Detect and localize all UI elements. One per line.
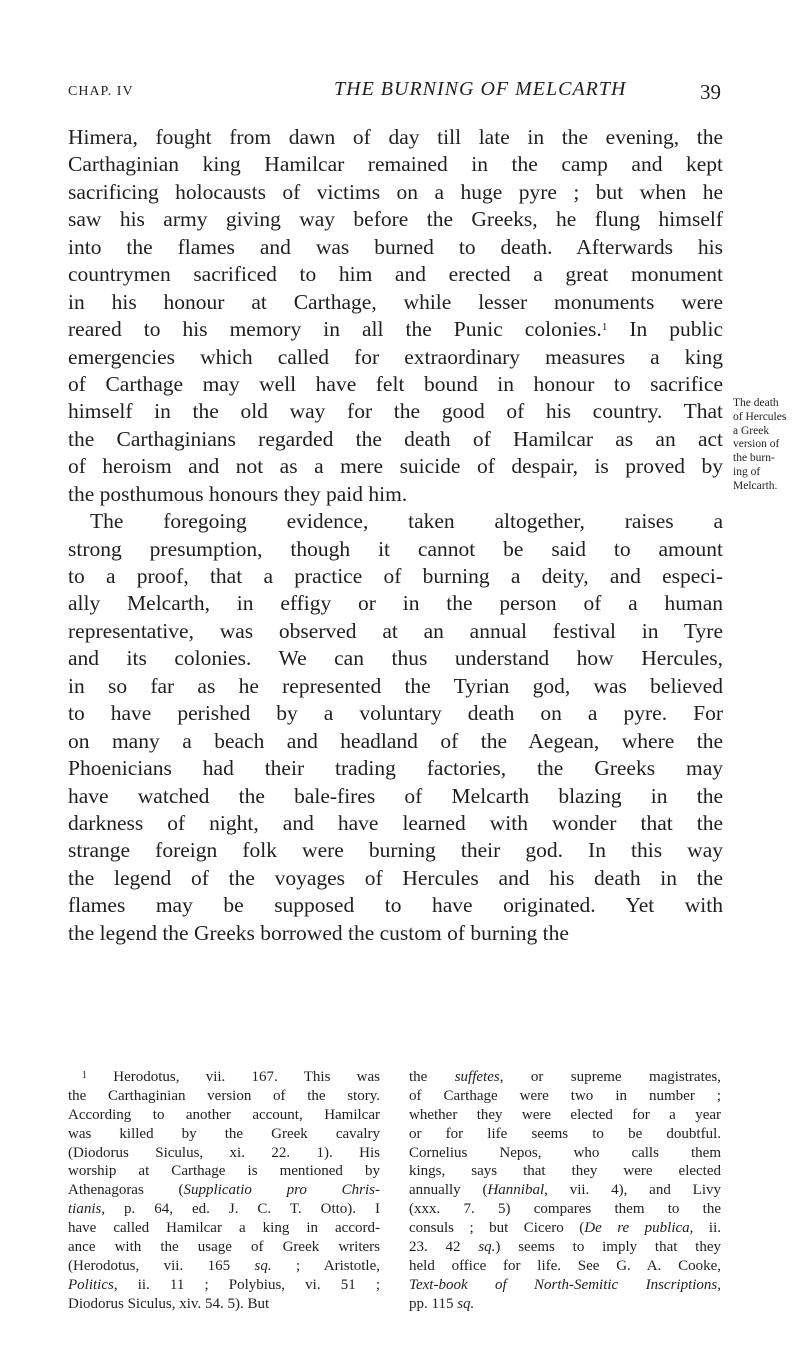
footnote-fragment: , vii. 4), and Livy: [544, 1182, 721, 1199]
text-line: countrymen sacrificed to him and erected a great monument: [68, 262, 723, 287]
footnote-fragment: pp. 115: [409, 1295, 458, 1312]
text-line: darkness of night, and have learned with wonder that the: [68, 810, 723, 835]
margin-note-line: of Hercules: [733, 410, 787, 423]
footnote-line: [409, 1219, 721, 1238]
footnote-fragment: ) seems to imply that they: [495, 1239, 722, 1256]
footnote-fragment: , ii.: [689, 1220, 721, 1237]
text-fragment: reared to his memory in all the Punic colonies.: [68, 317, 602, 342]
footnote-line: (xxx. 7. 5) compares them to the: [409, 1201, 721, 1218]
footnote-fragment: , or supreme magistrates,: [499, 1069, 722, 1085]
footnote-fragment: 23. 42: [409, 1239, 479, 1256]
text-line: the legend the Greeks borrowed the custom of burning the: [68, 920, 569, 945]
footnote-fragment: Herodotus, vii. 167. This was: [87, 1069, 380, 1085]
footnote-line: [68, 1181, 380, 1200]
footnote-line: Diodorus Siculus, xiv. 54. 5). But: [68, 1295, 270, 1312]
footnote-italic: Text-book of North-Semitic Inscriptions: [409, 1276, 718, 1293]
text-line: strange foreign folk were burning their god. In this way: [68, 838, 723, 863]
text-line: on many a beach and headland of the Aegean, where the: [68, 728, 723, 753]
footnote-line: was killed by the Greek cavalry: [68, 1125, 380, 1142]
footnote-fragment: , p. 64, ed. J. C. T. Otto). I: [101, 1201, 380, 1218]
footnote-fragment: ; Aristotle,: [271, 1257, 380, 1274]
text-line: to have perished by a voluntary death on a pyre. For: [68, 701, 723, 726]
footnote-column-right: [409, 1068, 721, 1314]
footnote-fragment: the: [409, 1069, 455, 1085]
text-line: Phoenicians had their trading factories, the Greeks may: [68, 756, 723, 781]
footnote-line: Cornelius Nepos, who calls them: [409, 1144, 721, 1161]
footnote-line: ance with the usage of Greek writers: [68, 1239, 380, 1256]
text-line: have watched the bale-fires of Melcarth blazing in the: [68, 783, 723, 808]
text-line: [68, 316, 723, 343]
text-line: emergencies which called for extraordinary measures a king: [68, 344, 723, 369]
footnote-line: [68, 1276, 380, 1295]
text-line: into the flames and was burned to death. Afterwards his: [68, 234, 723, 259]
running-head: [68, 78, 721, 108]
footnote-line: the Carthaginian version of the story.: [68, 1087, 380, 1104]
footnote-italic: Politics: [68, 1276, 114, 1293]
text-line: of Carthage may well have felt bound in honour to sacrifice: [68, 371, 723, 396]
footnote-fragment: ,: [717, 1276, 721, 1293]
footnote-fragment: (Herodotus, vii. 165: [68, 1257, 255, 1274]
footnote-line: [409, 1068, 721, 1087]
running-title: THE BURNING OF MELCARTH: [334, 78, 627, 100]
footnote-line: [68, 1257, 380, 1276]
footnote-line: or for life seems to be doubtful.: [409, 1125, 721, 1142]
text-line: flames may be supposed to have originated. Yet with: [68, 893, 723, 918]
text-line: sacrificing holocausts of victims on a huge pyre ; but when he: [68, 179, 723, 204]
footnote-line: [409, 1295, 721, 1314]
text-line: The foregoing evidence, taken altogether, raises a: [90, 509, 723, 534]
text-line: and its colonies. We can thus understand how Hercules,: [68, 646, 723, 671]
margin-note-line: The death: [733, 397, 779, 409]
main-text: [68, 124, 723, 947]
text-line: Carthaginian king Hamilcar remained in the camp and kept: [68, 152, 723, 177]
margin-note-line: a Greek: [733, 424, 770, 437]
footnote-column-left: [68, 1068, 380, 1314]
text-line: saw his army giving way before the Greeks, he flung himself: [68, 207, 723, 232]
footnote-line: worship at Carthage is mentioned by: [68, 1163, 380, 1180]
footnote-line: of Carthage were two in number ;: [409, 1087, 721, 1104]
text-line: in his honour at Carthage, while lesser monuments were: [68, 289, 723, 314]
text-line: the legend of the voyages of Hercules and his death in the: [68, 865, 723, 890]
footnote-line: [68, 1068, 380, 1087]
footnote-line: According to another account, Hamilcar: [68, 1106, 380, 1123]
footnote-line: kings, says that they were elected: [409, 1163, 721, 1180]
margin-note-line: Melcarth.: [733, 479, 778, 492]
text-line: representative, was observed at an annual festival in Tyre: [68, 618, 723, 643]
text-line: of heroism and not as a mere suicide of despair, is proved by: [68, 454, 723, 479]
footnote-fragment: annually (: [409, 1182, 488, 1199]
footnote-italic: suffetes: [454, 1069, 500, 1085]
footnote-marker: 1: [601, 321, 608, 334]
margin-note: [733, 397, 797, 494]
text-line: ally Melcarth, in effigy or in the person of a human: [68, 591, 723, 616]
footnote-italic: sq.: [254, 1257, 272, 1274]
text-line: Himera, fought from dawn of day till late in the evening, the: [68, 125, 723, 149]
footnote-fragment: Athenagoras (: [68, 1182, 184, 1199]
footnote-italic: tianis: [68, 1201, 102, 1218]
footnote-line: [409, 1276, 721, 1295]
margin-note-line: ing of: [733, 465, 761, 478]
footnote-italic: sq.: [457, 1295, 475, 1312]
footnote-line: [409, 1238, 721, 1257]
text-line: the Carthaginians regarded the death of Hamilcar as an act: [68, 426, 723, 451]
footnote-fragment: consuls ; but Cicero (: [409, 1220, 585, 1237]
page-number: 39: [700, 80, 721, 104]
footnote-line: held office for life. See G. A. Cooke,: [409, 1257, 721, 1274]
footnote-fragment: , ii. 11 ; Polybius, vi. 51 ;: [113, 1276, 380, 1293]
text-line: himself in the old way for the good of his country. That: [68, 399, 723, 424]
footnote-italic: Supplicatio pro Chris-: [183, 1182, 380, 1199]
text-line: strong presumption, though it cannot be said to amount: [68, 536, 723, 561]
text-line: to a proof, that a practice of burning a deity, and especi-: [68, 564, 723, 588]
footnote-italic: sq.: [478, 1239, 496, 1256]
footnote-line: [409, 1181, 721, 1200]
footnote-italic: Hannibal: [487, 1182, 545, 1199]
footnote-italic: De re publica: [584, 1220, 690, 1237]
text-line: the posthumous honours they paid him.: [68, 481, 408, 506]
footnote-line: whether they were elected for a year: [409, 1106, 721, 1123]
chapter-label: CHAP. IV: [68, 84, 134, 99]
footnote-line: (Diodorus Siculus, xi. 22. 1). His: [68, 1144, 380, 1161]
margin-note-line: version of: [733, 438, 780, 451]
footnote-line: [68, 1200, 380, 1219]
text-line: in so far as he represented the Tyrian god, was believed: [68, 673, 723, 698]
footnote-line: have called Hamilcar a king in accord-: [68, 1220, 380, 1237]
margin-note-line: the burn-: [733, 452, 775, 465]
footnote-number: 1: [82, 1070, 87, 1081]
text-fragment: In public: [607, 317, 724, 342]
